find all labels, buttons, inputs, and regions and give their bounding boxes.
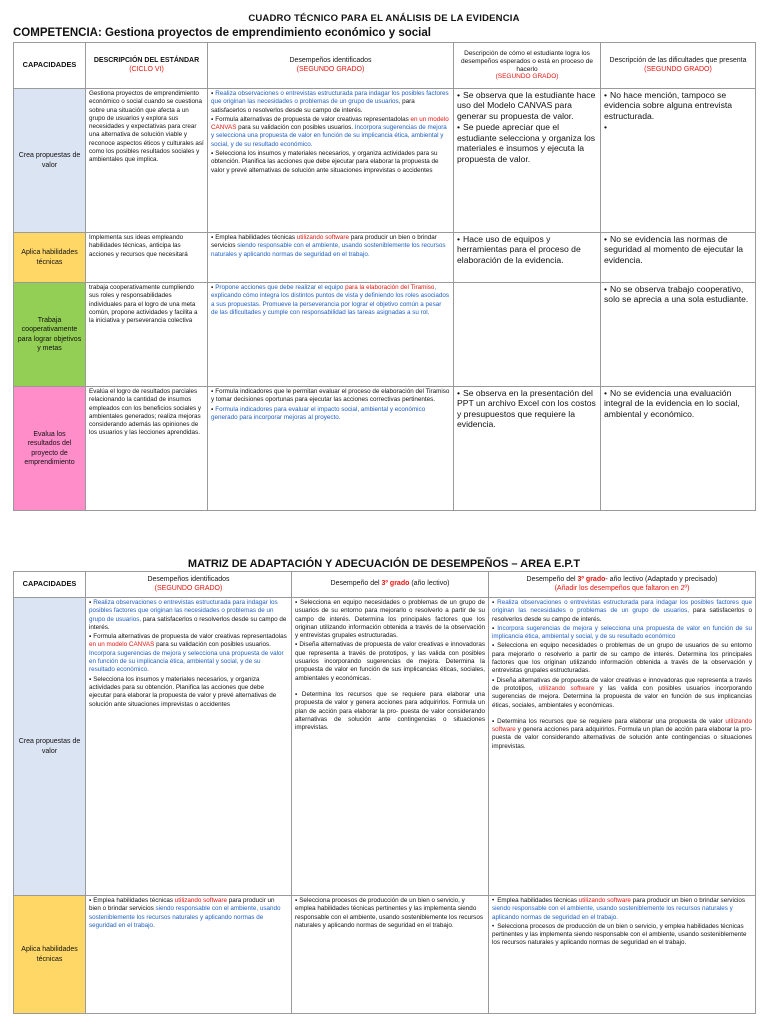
- capacity-cell: Crea propuestas de valor: [14, 598, 86, 896]
- text-highlight-red: en un modelo CANVAS: [89, 641, 155, 649]
- standard-cell: Gestiona proyectos de emprendimiento económico o social cuando se cuestiona sobre una situación que afecta a un grupo de usuarios y explora sus necesidades y expectativas para crear una alternativa de solución viable y reconoce aspectos éticos y culturales así como los posibles resultados sociales y ambientales que implica.: [86, 89, 208, 233]
- list-item: ▪ Selecciona en equipo necesidades o problemas de un grupo de usuarios de su entorno para mejorarlo o resolverlo a partir de su campo de interés. Determina los principales factores que los originan utilizando información obtenida a través de la observación y entrevistas grupales estructuradas.: [295, 599, 485, 640]
- list-item: [492, 718, 752, 751]
- table-header-row: [14, 572, 756, 598]
- header-desempenos-label: Desempeños identificados: [289, 57, 372, 65]
- text-plain: para su validación con posibles usuarios.: [154, 641, 271, 649]
- list-item: [211, 116, 450, 149]
- header-estandar-sub: (CICLO VI): [129, 65, 164, 73]
- list-item: • No hace mención, tampoco se evidencia sobre alguna entrevista estructurada.: [604, 90, 752, 121]
- standard-cell: Evalúa el logro de resultados parciales relacionando la cantidad de insumos empleados con los beneficios sociales y ambientales generados; realiza mejoras considerando además las opiniones de los usuarios y las lecciones aprendidas.: [86, 387, 208, 511]
- text-plain: Desempeño del: [526, 576, 578, 584]
- standard-cell: trabaja cooperativamente cumpliendo sus roles y responsabilidades individuales para el logro de una meta común, propone actividades y facilita a la iniciativa y perseverancia colectiva: [86, 283, 208, 387]
- list-item: ▪ Selecciona procesos de producción de un bien o servicio, y emplea habilidades técnicas pertinentes y las implementa siendo responsable con el ambiente, usando sosteniblemente los recursos naturales y aplicando normas de seguridad en el trabajo.: [295, 897, 485, 930]
- header-logro-sub: (SEGUNDO GRADO): [495, 73, 559, 81]
- text-plain: para producir un bien o brindar servicios: [630, 897, 746, 904]
- capacity-cell: Crea propuestas de valor: [14, 89, 86, 233]
- list-item: [211, 234, 450, 259]
- text-highlight-red: 3º grado: [381, 580, 410, 588]
- evidence-analysis-table: [13, 42, 756, 511]
- list-item: [492, 642, 752, 675]
- list-item: [492, 625, 752, 642]
- text-plain: Determina los recursos que se requiere para elaborar una propuesta de valor: [497, 717, 726, 725]
- header-desempenos-label: Desempeños identificados: [147, 576, 230, 584]
- text-plain: para producir un bien o brindar servicios: [89, 897, 275, 913]
- list-item: [492, 897, 752, 922]
- text-highlight-red: para la elaboración del Tiramiso: [345, 284, 435, 291]
- performance-cell: [86, 896, 292, 1014]
- text-plain: Emplea habilidades técnicas: [93, 897, 175, 904]
- text-plain: Formula alternativas de propuesta de valor creativas representadolas: [215, 115, 411, 123]
- text-plain: Selecciona los insumos y materiales necesarios, y organiza actividades para su obtención. Planifica las acciones que debe ejecutar para elaborar la propuesta de valor y prevé alternativas de solución ante situaciones imprevistas o accidentes: [211, 150, 439, 174]
- text-highlight: Incorpora sugerencias de mejora y selecciona una propuesta de valor en función de su implicancia ética, ambiental y social, y de su resultado económico.: [89, 649, 284, 674]
- text-highlight: siendo responsable con el ambiente, usando sosteniblemente los recursos naturales y aplicando normas de seguridad en el trabajo.: [492, 905, 733, 921]
- list-item: [89, 599, 288, 632]
- achievement-cell: [454, 387, 601, 511]
- header-dificultades-label: Descripción de las dificultades que presenta: [609, 57, 747, 65]
- text-plain: Selecciona en equipo necesidades o problemas de un grupo de usuarios de su entorno para mejorarlo o resolverlo a partir de su campo de interés. Determina los principales factores que los originan utilizando información obtenida a través de la observación y entrevistas grupales estructuradas.: [492, 642, 753, 675]
- capacity-cell: Aplica habilidades técnicas: [14, 233, 86, 283]
- text-plain: Selecciona los insumos y materiales necesarios, y organiza actividades para su obtención. Planifica las acciones que debe ejecutar para elaborar la propuesta de valor y prevé alternativas de solución ante situaciones imprevistas o accidentes: [89, 675, 277, 708]
- header-estandar: [86, 43, 208, 89]
- performance-cell: [86, 598, 292, 896]
- text-plain: Emplea habilidades técnicas: [497, 897, 579, 904]
- performance-cell: [292, 598, 489, 896]
- list-item: ▪ Diseña alternativas de propuesta de valor creativas e innovadoras que representa a través de prototipos, y las valida con posibles usuarios incorporando sugerencias de mejora. Determina la propuesta de valor en función de sus implicancias éticas, sociales, ambientales y económicas.: [295, 641, 485, 682]
- table-row: [14, 896, 756, 1014]
- text-highlight: Realiza observaciones o entrevistas estructurada para indagar los posibles factores que originan las necesidades o problemas de un grupo de usuarios,: [492, 599, 753, 615]
- table-row: [14, 598, 756, 896]
- header-tercer-grado: [292, 572, 489, 598]
- standard-cell: Implementa sus ideas empleando habilidades técnicas, anticipa las acciones y recursos que necesitará: [86, 233, 208, 283]
- capacity-cell: Trabaja cooperativamente para lograr objetivos y metas: [14, 283, 86, 387]
- table-row: [14, 89, 756, 233]
- achievement-cell: [454, 233, 601, 283]
- text-plain: (año lectivo): [409, 580, 450, 588]
- text-highlight: siendo responsable con el ambiente, usando sosteniblemente los recursos naturales y aplicando normas de seguridad en el trabajo.: [89, 905, 281, 929]
- text-plain: para satisfacerlos o resolverlos desde su campo de interés.: [89, 615, 287, 631]
- text-plain: Diseña alternativas de propuesta de valor creativas e innovadoras que representa a través de prototipos,: [492, 676, 752, 692]
- header-desempenos-sub: (SEGUNDO GRADO): [154, 584, 223, 592]
- header-desempenos-sub: (SEGUNDO GRADO): [296, 65, 365, 73]
- text-plain: Desempeño del: [330, 580, 382, 588]
- header-dificultades: [601, 43, 756, 89]
- difficulty-cell: [601, 283, 756, 387]
- performance-cell: [489, 598, 756, 896]
- header-tercer-grado-adaptado: [489, 572, 756, 598]
- text-highlight-red: utilizando software: [492, 717, 752, 734]
- list-item: • No se evidencia una evaluación integral de la evidencia en lo social, ambiental y económico.: [604, 388, 752, 419]
- list-item: [492, 599, 752, 624]
- list-item: [492, 677, 752, 710]
- text-highlight: siendo responsable con el ambiente, usando sosteniblemente los recursos naturales y aplicando normas de seguridad en el trabajo.: [211, 242, 446, 258]
- list-item: [604, 122, 752, 132]
- text-highlight: Incorpora sugerencias de mejora y selecciona una propuesta de valor en función de su implicancia ética, ambiental y social, y de su resultado económico.: [211, 124, 447, 148]
- text-plain: para producir un bien o brindar servicios: [211, 234, 437, 250]
- text-plain: Formula alternativas de propuesta de valor creativas representadolas: [93, 633, 287, 641]
- text-plain: para satisfacerlos o resolverlos desde su campo de interés.: [492, 607, 752, 623]
- header-logro: [454, 43, 601, 89]
- capacity-cell: Aplica habilidades técnicas: [14, 896, 86, 1014]
- list-item: [89, 633, 288, 674]
- header-capacidades: CAPACIDADES: [14, 572, 86, 598]
- achievement-cell: [454, 89, 601, 233]
- list-item: • No se observa trabajo cooperativo, solo se aprecia a una sola estudiante.: [604, 284, 752, 305]
- text-plain: para satisfacerlos o resolverlos desde su campo de interés.: [211, 98, 415, 114]
- text-plain: y las valida con posibles usuarios incorporando sugerencias de mejora. Determina la propuesta de valor en función de sus implicancias éticas, sociales, ambientales y económicas.: [492, 684, 752, 709]
- text-plain: para su validación con posibles usuarios.: [236, 124, 355, 132]
- list-item: [211, 406, 450, 423]
- list-item: • Se observa en la presentación del PPT un archivo Excel con los costos y presupuestos que requiere la evidencia.: [457, 388, 597, 430]
- list-item: • Hace uso de equipos y herramientas para el proceso de elaboración de la evidencia.: [457, 234, 597, 265]
- capacity-cell: Evalua los resultados del proyecto de emprendimiento: [14, 387, 86, 511]
- matrix-title: MATRIZ DE ADAPTACIÓN Y ADECUACIÓN DE DESEMPEÑOS – AREA E.P.T: [187, 558, 581, 570]
- list-item: [89, 676, 288, 709]
- table-row: [14, 233, 756, 283]
- header-tercer-grado-adaptado-sub: (Añadir los desempeños que faltaron en 2º): [554, 584, 690, 592]
- list-item: • Selecciona procesos de producción de un bien o servicio, y emplea habilidades técnicas pertinentes y las implementa siendo responsable con el ambiente, usando sosteniblemente los recursos naturales y aplicando normas de seguridad en el trabajo.: [492, 923, 752, 948]
- text-highlight-red: en un modelo CANVAS: [211, 115, 449, 132]
- header-desempenos: [86, 572, 292, 598]
- performance-cell: [489, 896, 756, 1014]
- text-highlight: Realiza observaciones o entrevistas estructurada para indagar los posibles factores que originan las necesidades o problemas de un grupo de usuarios,: [211, 90, 449, 106]
- list-item: [211, 150, 450, 175]
- performance-cell: [208, 89, 454, 233]
- difficulty-cell: [601, 233, 756, 283]
- text-highlight-red: utilizando software: [538, 684, 595, 692]
- text-highlight: Realiza observaciones o entrevistas estructurada para indagar los posibles factores que originan las necesidades o problemas de un grupo de usuarios,: [89, 599, 278, 623]
- text-highlight: , explicando cómo integra los distintos puntos de vista y definiendo los roles asociados a sus propuestas. Promueve la perseverancia por lograr el objetivo común a pesar de las dificultades y cumple con responsabilidad las tareas asignadas a su rol.: [211, 284, 450, 316]
- text-plain: - año lectivo (Adaptado y precisado): [605, 576, 718, 584]
- table-header-row: [14, 43, 756, 89]
- list-item: [211, 388, 450, 405]
- list-item: [211, 90, 450, 115]
- text-plain: Emplea habilidades técnicas: [215, 234, 297, 241]
- table-row: [14, 283, 756, 387]
- header-logro-label: Descripción de cómo el estudiante logra los desempeños esperados o está en proceso de hacerlo: [461, 49, 593, 73]
- text-highlight: Propone acciones que debe realizar el equipo: [215, 284, 346, 291]
- difficulty-cell: [601, 387, 756, 511]
- difficulty-cell: [601, 89, 756, 233]
- adaptation-matrix-table: [13, 571, 756, 1014]
- text-highlight: Formula indicadores para evaluar el impacto social, ambiental y económico generado para incorporar mejoras al proyecto.: [211, 405, 426, 421]
- list-item: • Se puede apreciar que el estudiante selecciona y organiza los materiales e insumos y ejecuta la propuesta de valor.: [457, 122, 597, 164]
- list-item: • No se evidencia las normas de seguridad al momento de ejecutar la evidencia.: [604, 234, 752, 265]
- list-item: ▪ Determina los recursos que se requiere para elaborar una propuesta de valor y genera acciones para adquirirlos. Formula un plan de acción para elaborar la pro- puesta de valor considerando alternativas de solución ante contingencias o situaciones imprevistas.: [295, 691, 485, 732]
- competencia-heading: COMPETENCIA: Gestiona proyectos de emprendimiento económico y social: [13, 27, 431, 39]
- performance-cell: [292, 896, 489, 1014]
- text-highlight-red: 3º grado: [577, 576, 606, 584]
- header-capacidades: CAPACIDADES: [14, 43, 86, 89]
- performance-cell: [208, 233, 454, 283]
- performance-cell: [208, 283, 454, 387]
- list-item: • Se observa que la estudiante hace uso del Modelo CANVAS para generar su propuesta de valor.: [457, 90, 597, 121]
- text-highlight-red: utilizando software: [578, 897, 631, 904]
- performance-cell: [208, 387, 454, 511]
- text-highlight-red: utilizando software: [174, 897, 227, 904]
- achievement-cell: [454, 283, 601, 387]
- text-highlight: Incorpora sugerencias de mejora y selecciona una propuesta de valor en función de su implicancia ética, ambiental y social, y de su resultado económico: [492, 624, 752, 641]
- document-title: CUADRO TÉCNICO PARA EL ANÁLISIS DE LA EVIDENCIA: [248, 13, 520, 24]
- text-highlight-red: utilizando software: [296, 234, 349, 241]
- header-dificultades-sub: (SEGUNDO GRADO): [644, 65, 712, 73]
- list-item: [211, 284, 450, 317]
- list-item: [89, 897, 288, 930]
- header-estandar-label: DESCRIPCIÓN DEL ESTÁNDAR: [93, 57, 200, 65]
- header-desempenos: [208, 43, 454, 89]
- text-plain: y genera acciones para adquirirlos. Formula un plan de acción para elaborar la pro- puesta de valor considerando alternativas de solución ante contingencias o situaciones imprevistas.: [492, 726, 752, 750]
- table-row: [14, 387, 756, 511]
- text-plain: Formula indicadores que le permitan evaluar el proceso de elaboración del Tiramiso y tomar decisiones oportunas para ejecutar las acciones correctivas pertinentes.: [211, 388, 450, 404]
